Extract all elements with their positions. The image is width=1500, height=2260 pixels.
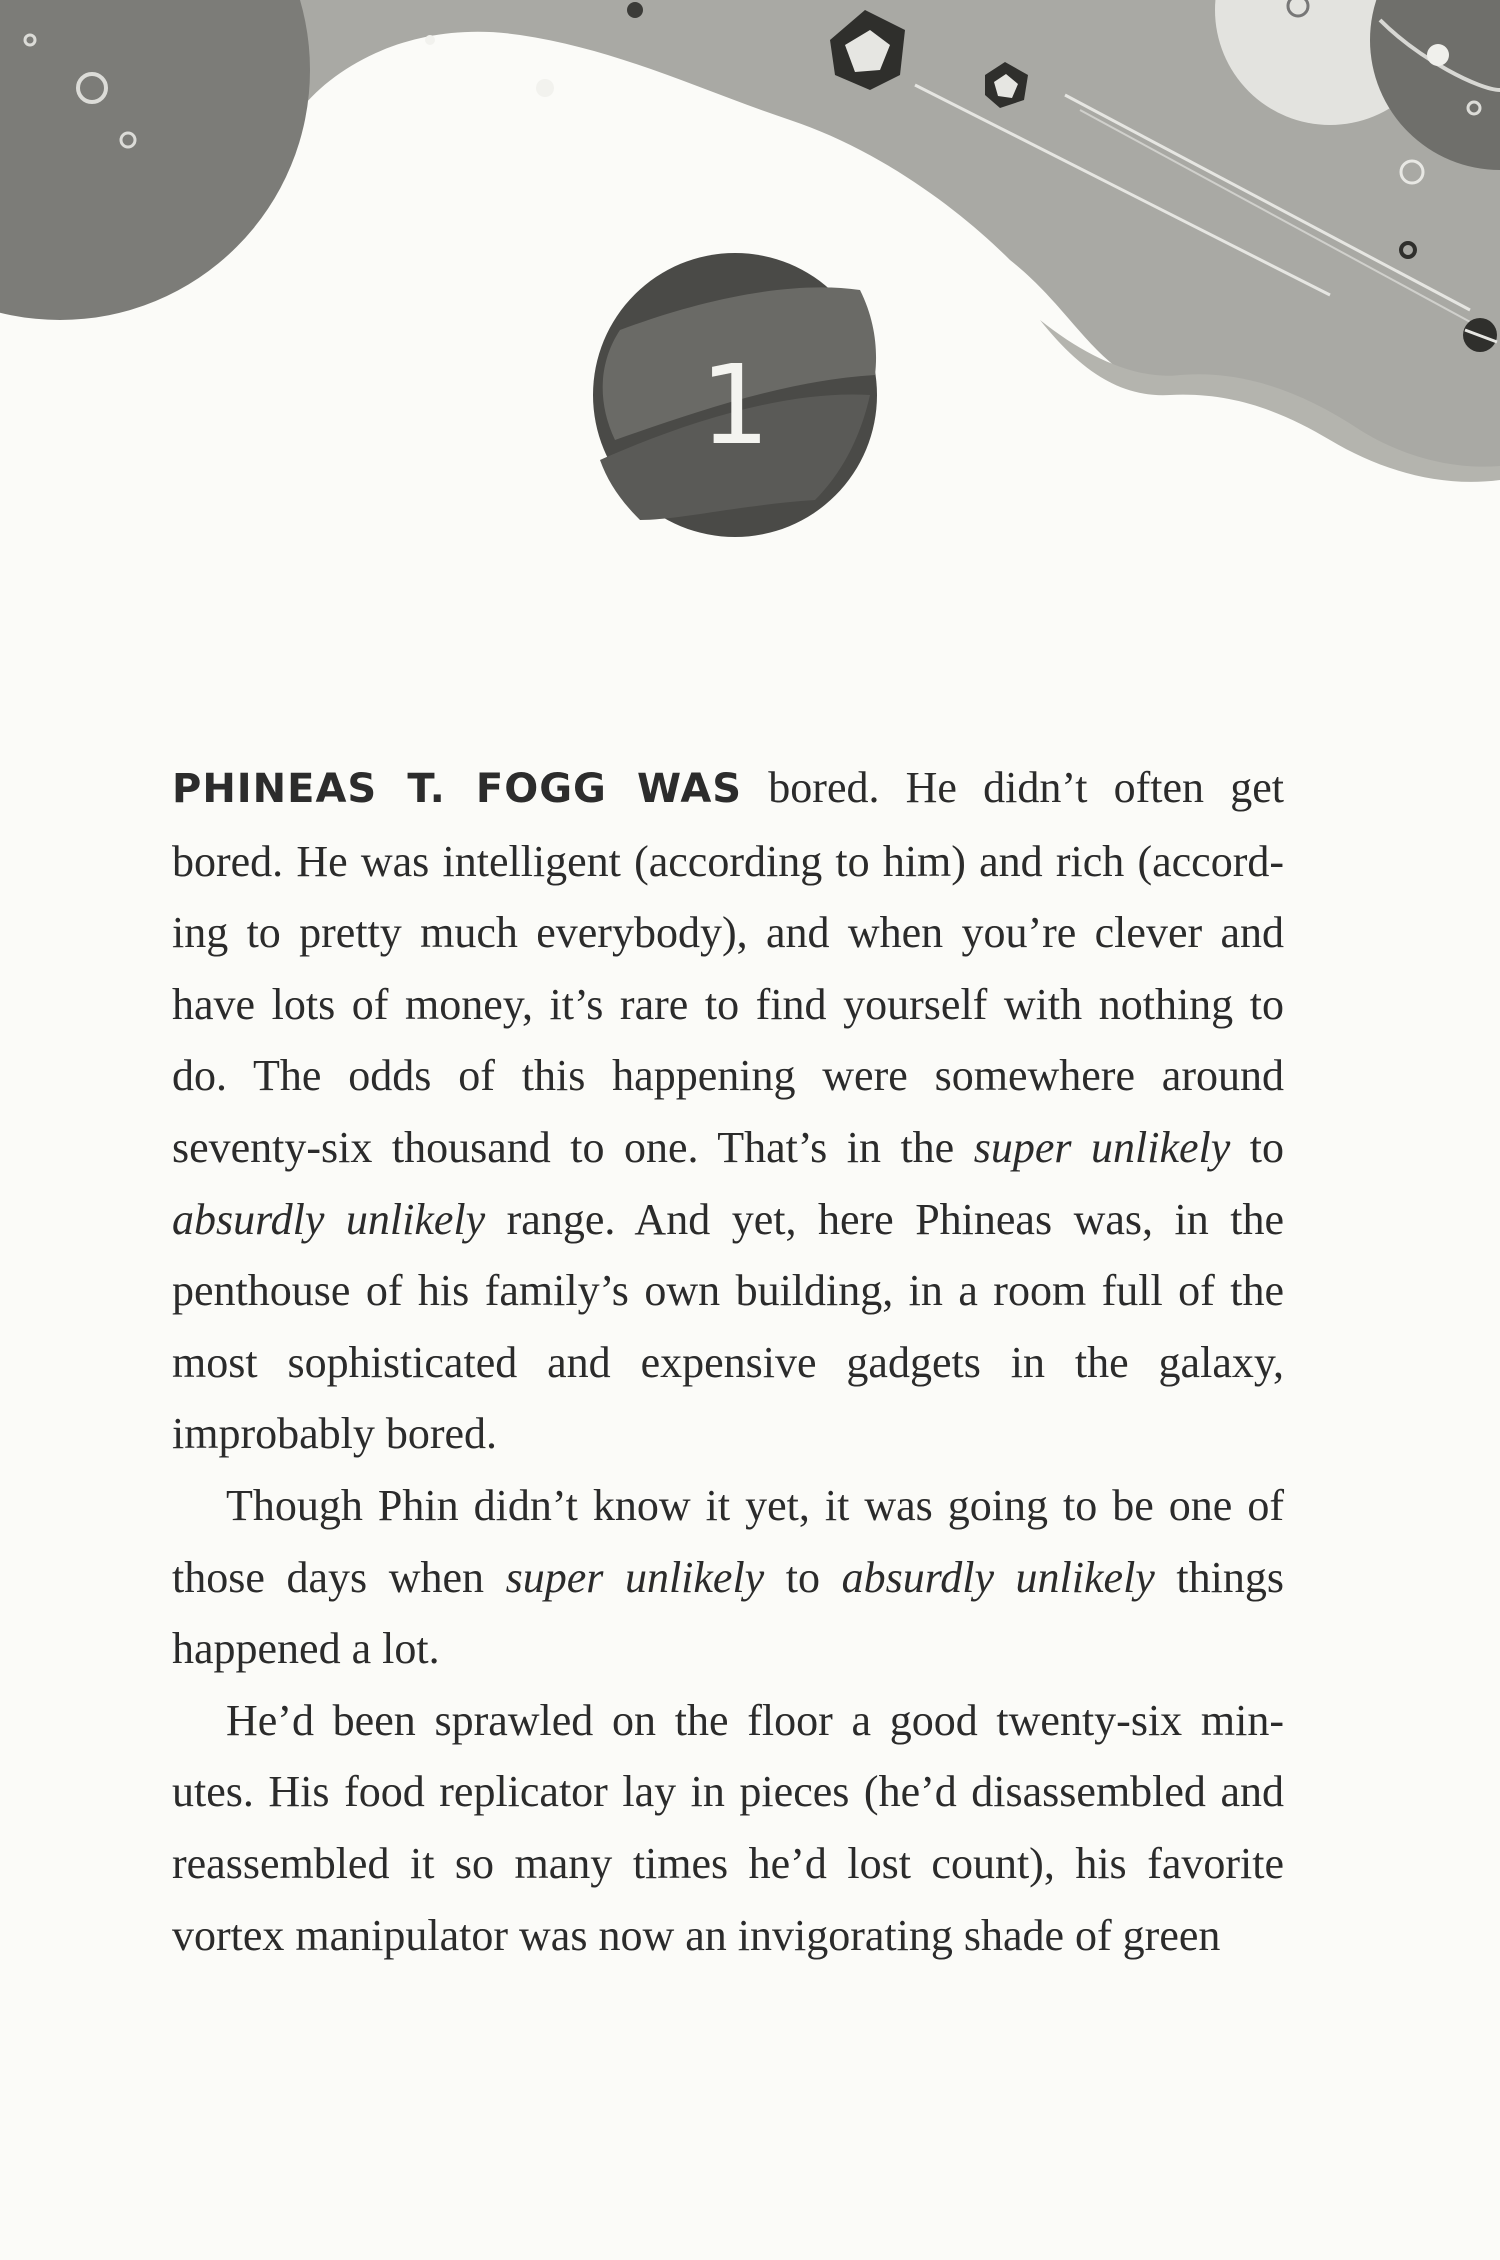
paragraph [172, 1470, 1284, 1685]
italic-phrase: super unlikely [973, 1122, 1231, 1172]
star [425, 35, 435, 45]
text-run: to [1230, 1122, 1284, 1172]
text-run: bored. He didn’t often get bored. He was intelligent (according to him) and rich (accord-ing to pretty much everybody), and when you’re clever and have lots of money, it’s rare to find yourself with nothing to do. The odds of this happening were somewhere around seventy-six thousand to one. That’s in the [172, 763, 1285, 1172]
text-run: Though Phin didn’t know it yet, it was going to be one of those days when [172, 1480, 1284, 1602]
chapter-number: 1 [700, 341, 770, 469]
paragraph [172, 1685, 1284, 1971]
text-run: range. And yet, here Phineas was, in the penthouse of his family’s own building, in a room full of the most sophisticated and expensive gadgets in the galaxy, improbably bored. [172, 1194, 1284, 1459]
italic-phrase: absurdly unlikely [841, 1552, 1155, 1602]
chapter-text [172, 752, 1284, 1971]
meteor-head [1463, 318, 1497, 352]
text-run: things happened a lot. [172, 1552, 1284, 1674]
star [1427, 44, 1449, 66]
paragraph [172, 752, 1284, 1470]
planet-top-left [0, 0, 310, 320]
star [627, 2, 643, 18]
italic-phrase: absurdly unlikely [172, 1194, 486, 1244]
italic-phrase: super unlikely [505, 1552, 765, 1602]
star [536, 79, 554, 97]
text-run: to [764, 1552, 842, 1602]
chapter-lead-in: PHINEAS T. FOGG WAS [172, 766, 743, 812]
text-run: He’d been sprawled on the floor a good twenty-six min-utes. His food replicator lay in pieces (he’d disassembled and reassembled it so many times he’d lost count), his favorite vortex manipulator was now an invigorating shade of green [172, 1695, 1284, 1960]
